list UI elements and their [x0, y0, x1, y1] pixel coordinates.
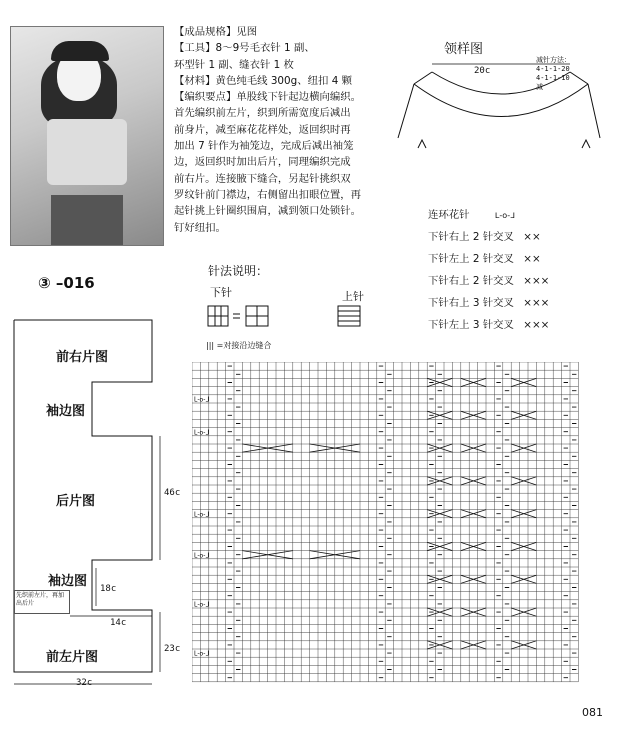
front-right-piece: 前右片图	[56, 350, 109, 365]
symbol-row: 下针左上 2 针交叉 ⨯⨯	[428, 253, 541, 265]
cable-link-marker: ᒪ-o-ᒧ	[194, 650, 210, 658]
knit-label: 下针	[210, 286, 232, 299]
neck-diagram-title: 领样图	[444, 42, 484, 57]
cable-link-marker: ᒪ-o-ᒧ	[194, 429, 210, 437]
dim-46: 46c	[164, 488, 181, 498]
spec-line: 【工具】8～9号毛衣针 1 副、	[174, 42, 315, 55]
spec-line: 钉好纽扣。	[174, 221, 226, 234]
cable-link-marker: ᒪ-o-ᒧ	[194, 601, 210, 609]
construction-note: 先织前左片，再加出后片	[14, 590, 70, 614]
model-photo	[10, 26, 164, 246]
neck-width-label: 20c	[474, 66, 491, 76]
seam-note: ||| =对接沿边缝合	[206, 341, 272, 350]
spec-line: 前身片，减至麻花花样处，返回织时再	[174, 123, 351, 136]
spec-line: 【成品规格】见图	[174, 26, 258, 38]
purl-label: 上针	[342, 290, 364, 303]
cross-2-right-icon: ⨯⨯⨯	[523, 275, 550, 287]
spec-line: 起针挑上针圈织围肩，减到领口处锁针。	[174, 205, 362, 218]
page-number: 081	[582, 706, 603, 719]
dim-32: 32c	[76, 678, 93, 688]
back-piece: 后片图	[56, 494, 96, 509]
spec-line: 【材料】黄色纯毛线 300g、纽扣 4 颗	[174, 74, 353, 87]
cable-link-marker: ᒪ-o-ᒧ	[194, 511, 210, 519]
dim-18: 18c	[100, 584, 117, 594]
cable-link-marker: ᒪ-o-ᒧ	[194, 396, 210, 404]
pattern-number: ③ –016	[38, 274, 95, 292]
pattern-instructions	[174, 24, 380, 236]
cable-link-icon: ᒪ-o-ᒧ	[494, 211, 516, 220]
stitch-chart	[192, 362, 582, 692]
cross-2-left-icon: ⨯⨯	[523, 253, 541, 265]
schematic-outline	[10, 312, 186, 692]
dim-23: 23c	[164, 644, 181, 654]
legend-title: 针法说明：	[208, 264, 269, 278]
front-left-piece: 前左片图	[46, 650, 99, 665]
spec-line: 首先编织前左片，织到所需宽度后减出	[174, 107, 351, 120]
symbol-row: 连环花针 ᒪ-o-ᒧ	[428, 209, 516, 221]
symbol-row: 下针左上 3 针交叉 ⨯⨯⨯	[428, 319, 550, 331]
spec-line: 【编织要点】单股线下针起边横向编织。	[174, 91, 362, 104]
sleeve-edge-top: 袖边图	[46, 404, 86, 419]
spec-line: 加出 7 针作为袖笼边，完成后减出袖笼	[174, 140, 354, 153]
dim-14: 14c	[110, 618, 127, 628]
neck-diagram	[392, 54, 612, 164]
spec-line: 边，返回织时加出后片，同理编织完成	[174, 156, 351, 169]
stitch-legend-icons	[206, 302, 386, 332]
cross-3-right-icon: ⨯⨯⨯	[523, 297, 550, 309]
cross-3-left-icon: ⨯⨯⨯	[523, 319, 550, 331]
decrease-note: 减针方法： 4-1-1-20 4-1-1-10 减	[536, 56, 571, 91]
sleeve-edge-bottom: 袖边图	[48, 574, 88, 589]
symbol-row: 下针右上 2 针交叉 ⨯⨯⨯	[428, 275, 550, 287]
cable-link-marker: ᒪ-o-ᒧ	[194, 552, 210, 560]
cross-2-right-icon: ⨯⨯	[523, 231, 541, 243]
symbol-row: 下针右上 3 针交叉 ⨯⨯⨯	[428, 297, 550, 309]
spec-line: 前右片。连接腋下缝合，另起针挑织双	[174, 172, 351, 185]
spec-line: 罗纹针前门襟边，右侧留出扣眼位置，再	[174, 188, 362, 201]
spec-line: 环型针 1 副、缝衣针 1 枚	[174, 58, 294, 71]
symbol-row: 下针右上 2 针交叉 ⨯⨯	[428, 231, 541, 243]
